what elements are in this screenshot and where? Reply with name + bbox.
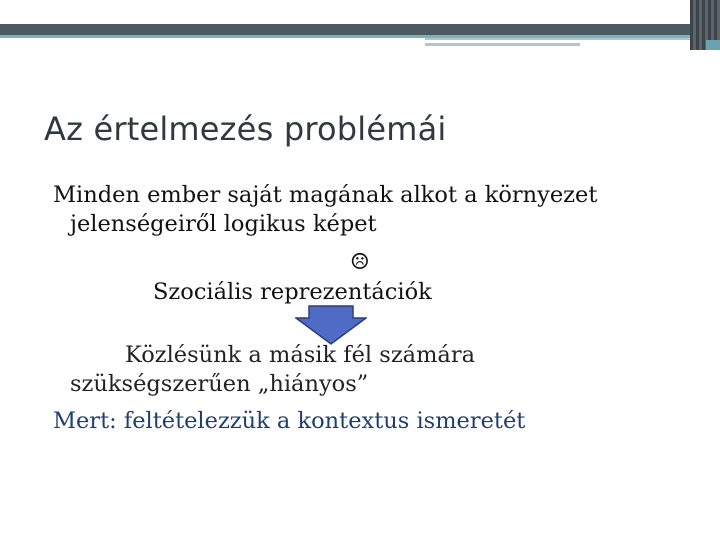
corner-accent bbox=[706, 40, 720, 50]
header-bar bbox=[0, 24, 690, 35]
down-arrow-icon bbox=[295, 305, 367, 345]
body-line-4: Közlésünk a másik fél számára bbox=[125, 342, 476, 368]
slide-title: Az értelmezés problémái bbox=[44, 110, 447, 148]
header-accent-line-3 bbox=[425, 43, 580, 46]
body-line-1: Minden ember saját magának alkot a környezet bbox=[53, 182, 598, 208]
body-line-3: Szociális reprezentációk bbox=[153, 279, 432, 305]
frown-face-icon: ☹ bbox=[350, 250, 370, 275]
body-line-2: jelenségeiről logikus képet bbox=[70, 211, 377, 237]
body-line-6-highlight: Mert: feltételezzük a kontextus ismeretét bbox=[53, 408, 526, 434]
header-accent-line-2 bbox=[425, 38, 690, 40]
body-line-5: szükségszerűen „hiányos” bbox=[70, 371, 369, 397]
